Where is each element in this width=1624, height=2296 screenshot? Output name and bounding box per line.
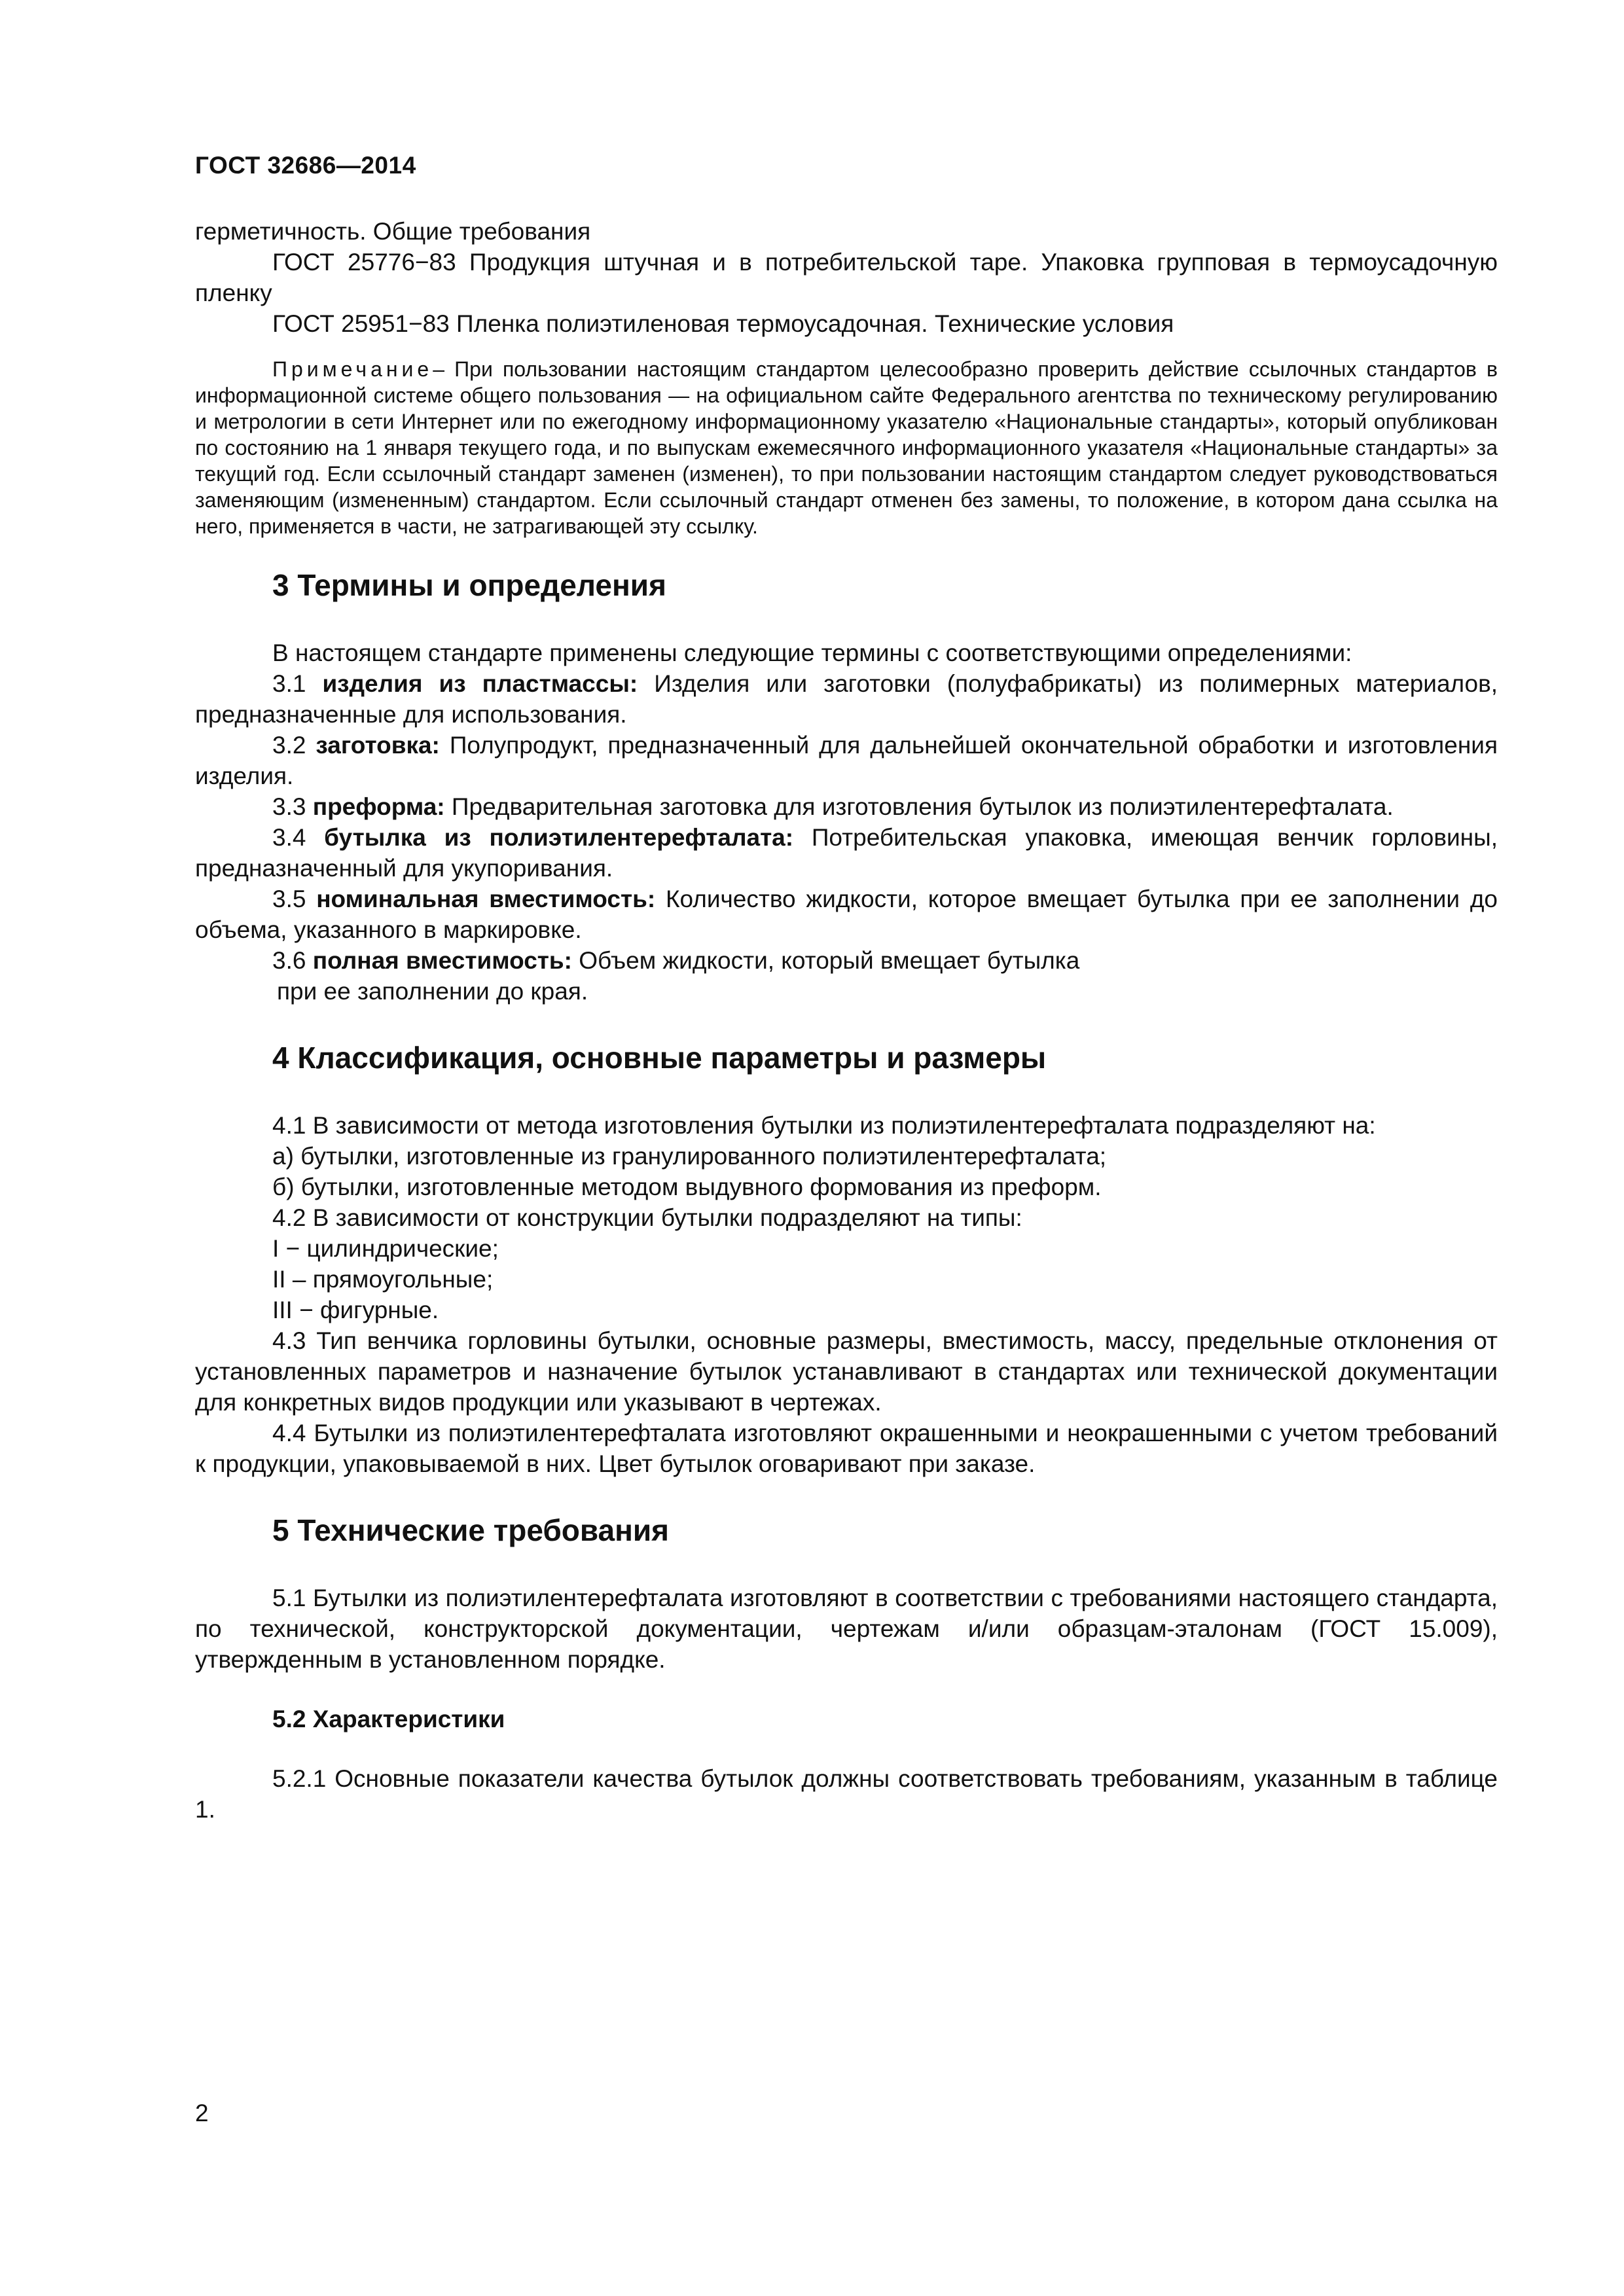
reference-line-3: ГОСТ 25951−83 Пленка полиэтиленовая термоусадочная. Технические условия	[272, 310, 1174, 337]
term-definition: Объем жидкости, который вмещает бутылка	[579, 947, 1080, 974]
term-name: преформа:	[312, 793, 445, 820]
para-4-2-type-2: II – прямоугольные;	[272, 1266, 494, 1293]
section-3-intro: В настоящем стандарте применены следующие термины с соответствующими определениями:	[272, 639, 1352, 666]
term-3-6	[195, 945, 1498, 976]
section-5-title: 5 Технические требования	[272, 1513, 669, 1547]
term-3-4	[195, 822, 1498, 884]
term-number: 3.4	[272, 824, 306, 851]
para-5-2-1: 5.2.1 Основные показатели качества бутылок должны соответствовать требованиям, указанным в таблице 1.	[195, 1765, 1498, 1823]
term-definition: Количество жидкости, которое вмещает бутылка при ее заполнении до объема, указанного в маркировке.	[195, 886, 1498, 943]
note-label: Примечание	[272, 357, 433, 381]
term-3-1	[195, 668, 1498, 730]
term-number: 3.1	[272, 670, 306, 697]
term-definition: Предварительная заготовка для изготовления бутылок из полиэтилентерефталата.	[451, 793, 1394, 820]
term-definition: Изделия или заготовки (полуфабрикаты) из полимерных материалов, предназначенные для использования.	[195, 670, 1498, 728]
page-number: 2	[195, 2100, 209, 2126]
document-code-header: ГОСТ 32686—2014	[195, 152, 416, 179]
para-4-2: 4.2 В зависимости от конструкции бутылки подразделяют на типы:	[272, 1204, 1022, 1231]
note-paragraph	[195, 356, 1498, 539]
para-4-3: 4.3 Тип венчика горловины бутылки, основные размеры, вместимость, массу, предельные отклонения от установленных параметров и назначение бутылок устанавливают в стандартах или технической документации для конкретных видов продукции или указывают в чертежах.	[195, 1327, 1498, 1416]
reference-line-2: ГОСТ 25776−83 Продукция штучная и в потребительской таре. Упаковка групповая в термоусадочную пленку	[195, 249, 1498, 306]
para-4-2-type-1: I − цилиндрические;	[272, 1235, 499, 1262]
term-definition: Полупродукт, предназначенный для дальнейшей окончательной обработки и изготовления изделия.	[195, 732, 1498, 789]
term-3-6-continuation: при ее заполнении до края.	[277, 978, 588, 1005]
term-number: 3.2	[272, 732, 306, 759]
para-4-1: 4.1 В зависимости от метода изготовления бутылки из полиэтилентерефталата подразделяют на:	[272, 1112, 1376, 1139]
term-name: полная вместимость:	[312, 947, 572, 974]
reference-line-1: герметичность. Общие требования	[195, 218, 591, 245]
para-5-1: 5.1 Бутылки из полиэтилентерефталата изготовляют в соответствии с требованиями настоящего стандарта, по технической, конструкторской документации, чертежам и/или образцам-эталонам (ГОСТ 15.009), утвержденным в установленном порядке.	[195, 1585, 1498, 1673]
term-name: изделия из пластмассы:	[322, 670, 638, 697]
document-page	[195, 0, 1498, 2296]
section-4-title: 4 Классификация, основные параметры и размеры	[272, 1041, 1047, 1075]
term-number: 3.5	[272, 886, 306, 912]
term-3-3	[195, 791, 1498, 822]
term-3-2	[195, 730, 1498, 791]
term-3-5	[195, 884, 1498, 945]
term-number: 3.3	[272, 793, 306, 820]
term-name: бутылка из полиэтилентерефталата:	[324, 824, 794, 851]
term-name: номинальная вместимость:	[316, 886, 656, 912]
para-4-2-type-3: III − фигурные.	[272, 1297, 439, 1323]
para-4-4: 4.4 Бутылки из полиэтилентерефталата изготовляют окрашенными и неокрашенными с учетом требований к продукции, упаковываемой в них. Цвет бутылок оговаривают при заказе.	[195, 1420, 1498, 1477]
subsection-5-2-title: 5.2 Характеристики	[272, 1706, 505, 1732]
note-text: – При пользовании настоящим стандартом целесообразно проверить действие ссылочных стандартов в информационной системе общего пользования — на официальном сайте Федерального агентства по техническому регулированию и метрологии в сети Интернет или по ежегодному информационному указателю «Национальные стандарты», который опубликован по состоянию на 1 января текущего года, и по выпускам ежемесячного информационного указателя «Национальные стандарты» за текущий год. Если ссылочный стандарт заменен (изменен), то при пользовании настоящим стандартом следует руководствоваться заменяющим (измененным) стандартом. Если ссылочный стандарт отменен без замены, то положение, в котором дана ссылка на него, применяется в части, не затрагивающей эту ссылку.	[195, 357, 1498, 538]
para-4-1-b: б) бутылки, изготовленные методом выдувного формования из преформ.	[272, 1174, 1102, 1200]
term-definition: Потребительская упаковка, имеющая венчик горловины, предназначенный для укупоривания.	[195, 824, 1498, 882]
term-name: заготовка:	[316, 732, 440, 759]
section-3-title: 3 Термины и определения	[272, 568, 666, 602]
para-4-1-a: а) бутылки, изготовленные из гранулированного полиэтилентерефталата;	[272, 1143, 1107, 1170]
term-number: 3.6	[272, 947, 306, 974]
page-content	[195, 216, 1498, 1825]
